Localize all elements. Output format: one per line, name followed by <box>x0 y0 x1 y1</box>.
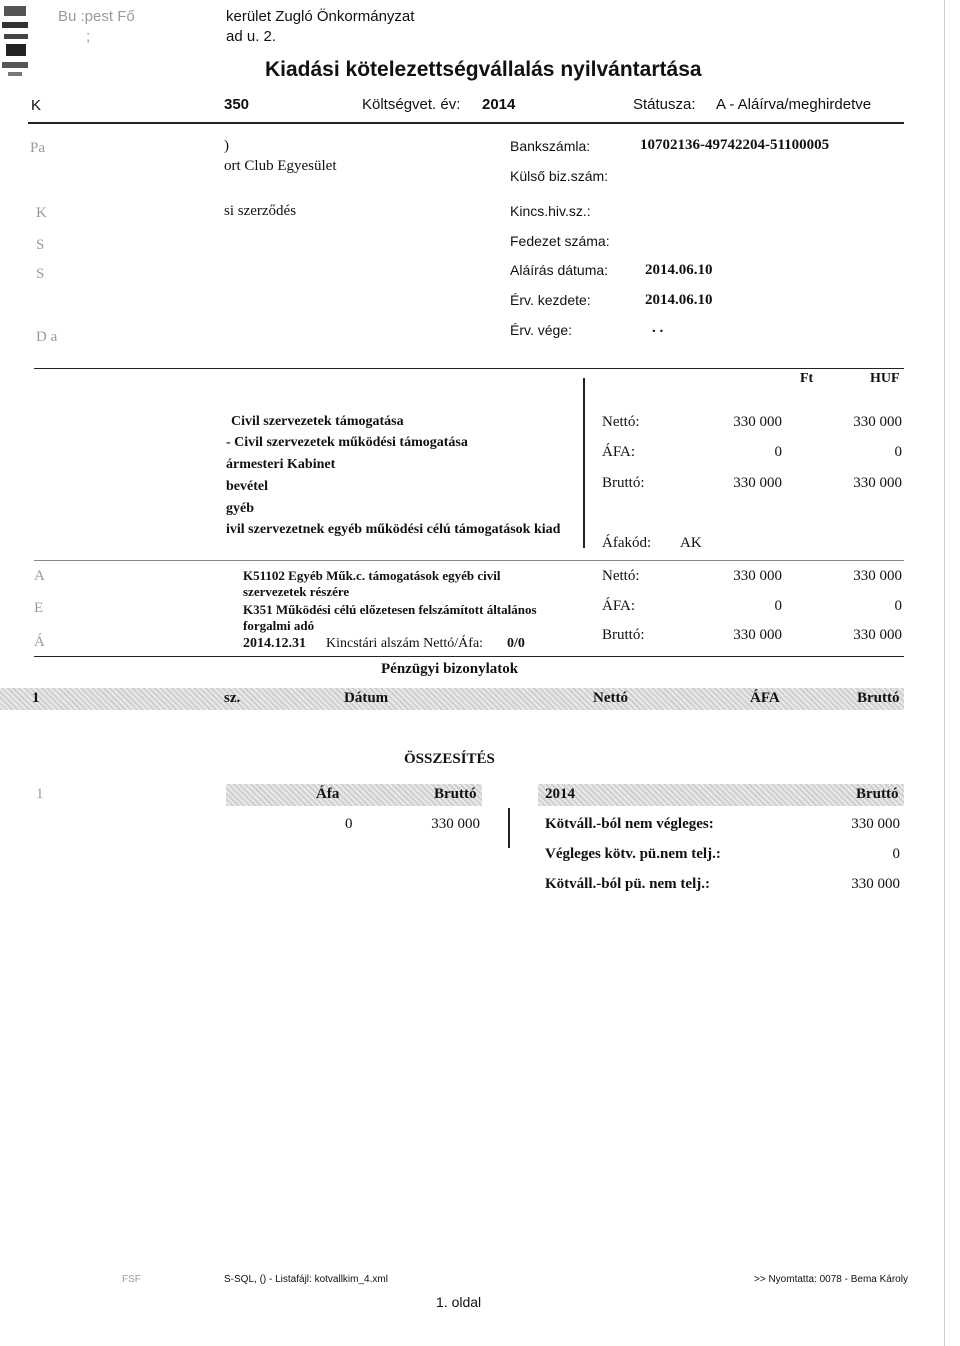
class-line-2: - Civil szervezetek működési támogatása <box>226 435 468 450</box>
acc-label-e: E <box>34 600 44 616</box>
budget-year-label: Költségvet. év: <box>362 96 461 113</box>
s1-label: S <box>36 237 45 253</box>
bank-label: Bankszámla: <box>510 138 591 154</box>
class-line-4: bevétel <box>226 479 268 494</box>
end-date-value: . . <box>652 320 664 336</box>
vatcode-value: AK <box>680 535 702 551</box>
external-label: Külső biz.szám: <box>510 168 609 184</box>
summary-title: ÖSSZESÍTÉS <box>404 751 495 767</box>
footer-left-faint: FSF <box>122 1274 141 1285</box>
bank-value: 10702136-49742204-51100005 <box>640 137 830 153</box>
footer-source: S-SQL, () - Listafájl: kotvallkim_4.xml <box>224 1274 388 1285</box>
fd-col-vat: ÁFA <box>750 690 780 706</box>
class-vat-label: ÁFA: <box>602 444 636 460</box>
summary-left-gross: 330 000 <box>431 816 480 832</box>
class-line-3: ármesteri Kabinet <box>226 457 336 472</box>
acc-label-a: A <box>34 568 45 584</box>
acc-line-2b: forgalmi adó <box>243 618 315 633</box>
summary-right-header <box>538 784 904 806</box>
org-line2-left: ; <box>86 28 91 45</box>
summary-row-2-label: Végleges kötv. pü.nem telj.: <box>545 846 721 862</box>
class-net-huf: 330 000 <box>853 414 902 430</box>
accounting-top-line <box>34 560 904 561</box>
acc-date: 2014.12.31 <box>243 636 306 651</box>
status-value: A - Aláírva/meghirdetve <box>716 96 872 113</box>
acc-gross-label: Bruttó: <box>602 627 645 643</box>
contract-type-value: si szerződés <box>224 203 297 219</box>
party-name-line2: ort Club Egyesület <box>224 158 337 174</box>
class-vat-huf: 0 <box>894 444 902 460</box>
scan-edge <box>944 0 945 1346</box>
acc-label-a2: Á <box>34 634 45 650</box>
acc-gross-huf: 330 000 <box>853 627 902 643</box>
party-label: Pa <box>30 140 45 156</box>
org-line1-left: Bu :pest Fő <box>58 8 135 25</box>
classification-divider <box>583 378 585 548</box>
summary-row-3-label: Kötváll.-ból pü. nem telj.: <box>545 876 710 892</box>
footer-printed-by: >> Nyomtatta: 0078 - Bema Károly <box>754 1274 908 1285</box>
reg-value: 350 <box>224 96 250 113</box>
status-label: Státusza: <box>633 96 696 113</box>
class-vat-ft: 0 <box>774 444 782 460</box>
class-gross-ft: 330 000 <box>733 475 782 491</box>
class-line-1: Civil szervezetek támogatása <box>231 414 404 429</box>
fd-col-sz: sz. <box>224 690 241 706</box>
summary-row-2-value: 0 <box>892 846 900 862</box>
class-line-5: gyéb <box>226 501 254 516</box>
org-line2-right: ad u. 2. <box>226 28 277 45</box>
acc-line-1b: szervezetek részére <box>243 584 350 599</box>
summary-divider <box>508 808 510 848</box>
summary-right-head-year: 2014 <box>545 786 575 802</box>
class-gross-huf: 330 000 <box>853 475 902 491</box>
summary-left-vat: 0 <box>345 816 353 832</box>
sign-date-label: Aláírás dátuma: <box>510 262 609 278</box>
class-net-ft: 330 000 <box>733 414 782 430</box>
contract-type-label: K <box>36 205 47 221</box>
summary-left-head-vat: Áfa <box>316 786 340 802</box>
fd-col-gross: Bruttó <box>857 690 900 706</box>
acc-gross-ft: 330 000 <box>733 627 782 643</box>
class-gross-label: Bruttó: <box>602 475 645 491</box>
start-date-value: 2014.06.10 <box>645 292 713 308</box>
acc-treasury-text: Kincstári alszám Nettó/Áfa: <box>326 636 484 651</box>
ft-header: Ft <box>800 371 814 386</box>
reg-label: K <box>31 97 42 114</box>
summary-row-1-value: 330 000 <box>851 816 900 832</box>
class-line-6: ivil szervezetnek egyéb működési célú támogatások kiad <box>226 522 561 537</box>
huf-header: HUF <box>870 371 900 386</box>
vatcode-label: Áfakód: <box>602 535 652 551</box>
acc-line-1: K51102 Egyéb Műk.c. támogatások egyéb civil <box>243 568 501 583</box>
sign-date-value: 2014.06.10 <box>645 262 713 278</box>
summary-left-mark: 1 <box>36 786 44 802</box>
accounting-bottom-line <box>34 656 904 657</box>
budget-year-value: 2014 <box>482 96 516 113</box>
page-number: 1. oldal <box>436 1294 482 1310</box>
end-date-label: Érv. vége: <box>510 322 572 338</box>
acc-treasury-value: 0/0 <box>507 636 525 651</box>
acc-net-ft: 330 000 <box>733 568 782 584</box>
financial-docs-title: Pénzügyi bizonylatok <box>381 661 519 677</box>
acc-vat-ft: 0 <box>774 598 782 614</box>
fd-col-net: Nettó <box>593 690 628 706</box>
party-name-line1: ) <box>224 138 229 154</box>
summary-right-head-gross: Bruttó <box>856 786 899 802</box>
summary-row-3-value: 330 000 <box>851 876 900 892</box>
d-label: D a <box>36 329 58 345</box>
treasury-label: Kincs.hiv.sz.: <box>510 203 591 219</box>
org-line1-right: kerület Zugló Önkormányzat <box>226 8 415 25</box>
acc-net-huf: 330 000 <box>853 568 902 584</box>
stamp-mark <box>0 0 34 90</box>
header-divider <box>28 122 904 124</box>
document-title: Kiadási kötelezettségvállalás nyilvántartása <box>265 58 702 81</box>
acc-net-label: Nettó: <box>602 568 640 584</box>
classification-top-line <box>34 368 904 369</box>
acc-vat-label: ÁFA: <box>602 598 636 614</box>
start-date-label: Érv. kezdete: <box>510 292 591 308</box>
acc-vat-huf: 0 <box>894 598 902 614</box>
coverage-label: Fedezet száma: <box>510 233 610 249</box>
summary-row-1-label: Kötváll.-ból nem végleges: <box>545 816 714 832</box>
s2-label: S <box>36 266 45 282</box>
acc-line-2: K351 Működési célú előzetesen felszámított általános <box>243 602 537 617</box>
fd-col-first: 1 <box>32 690 40 706</box>
summary-left-head-gross: Bruttó <box>434 786 477 802</box>
class-net-label: Nettó: <box>602 414 640 430</box>
fd-col-date: Dátum <box>344 690 389 706</box>
